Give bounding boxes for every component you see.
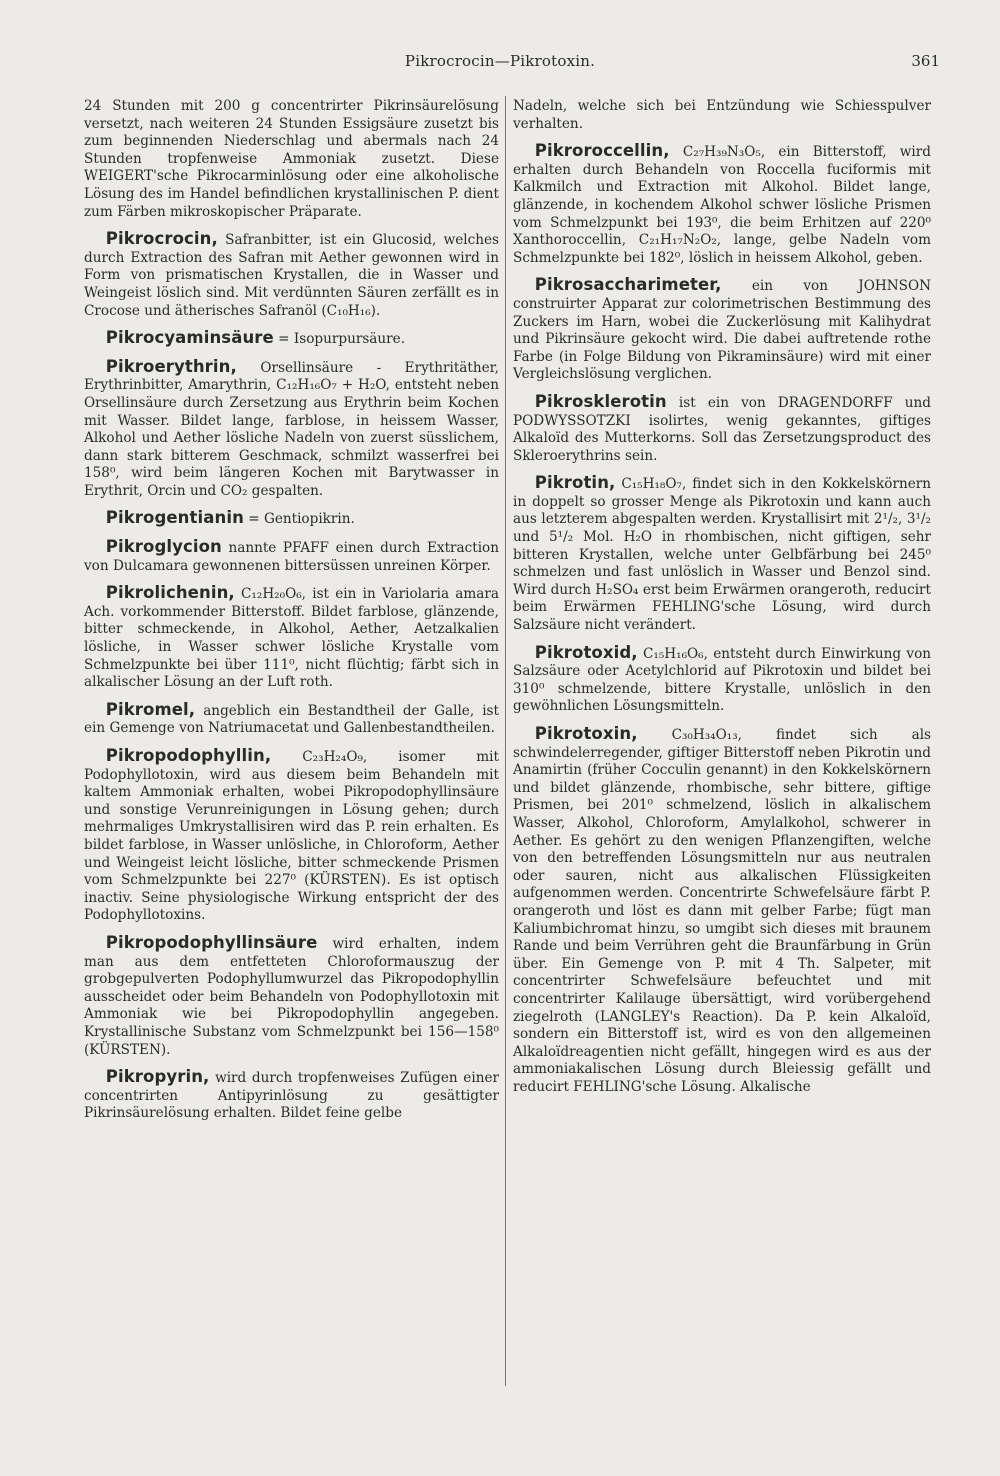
dictionary-entry xyxy=(84,584,499,692)
dictionary-entry xyxy=(84,230,499,320)
dictionary-entry xyxy=(84,747,499,925)
dictionary-entry xyxy=(513,98,931,133)
entry-text: 24 Stunden mit 200 g concentrirter Pikrinsäurelösung versetzt, nach weiteren 24 Stunden Essigsäure zusetzt bis zum beginnenden Niederschlag und abermals nach 24 Stunden tropfenweise Ammoniak zusetzt. Diese WEIGERT'sche Pikrocarminlösung oder eine alkoholische Lösung des im Handel befindlichen krystallinischen P. dient zum Färben mikroskopischer Präparate. xyxy=(84,98,499,220)
entry-headword: Pikrolichenin, xyxy=(105,583,235,603)
dictionary-entry xyxy=(84,358,499,501)
entry-text: findet sich als schwindelerregender, giftiger Bitterstoff neben Pikrotin und Anamirtin (früher Cocculin genannt) in den Kokkelskörnern und bildet glänzende, rhombische, sehr bittere, giftige Prismen, bei 201⁰ schmelzend, löslich in alkalischem Wasser, Alkohol, Chloroform, Amylalkohol, schwerer in Aether. Es gehört zu den wenigen Pflanzengiften, welche von den betreffenden Lösungsmitteln nur aus neutralen oder sauren, nicht aus alkalischen Flüssigkeiten aufgenommen werden. Concentrirte Schwefelsäure färbt P. orangeroth und löst es dann mit gelber Farbe; fügt man Kaliumbichromat hinzu, so umgibt sich dieses mit braunem Rande und beim Verrühren geht die Braunfärbung in Grün über. Ein Gemenge von P. mit 4 Th. Salpeter, mit concentrirter Schwefelsäure befeuchtet und mit concentrirter Kalilauge übersättigt, wird vorübergehend ziegelroth (LANGLEY's Reaction). Da P. kein Alkaloïd, sondern ein Bitterstoff ist, wird es von den allgemeinen Alkaloïdreagentien nicht gefällt, hingegen wird es aus der ammoniakalischen Lösung durch Bleiessig gefällt und reducirt FEHLING'sche Lösung. Alkalische xyxy=(513,727,932,1095)
dictionary-entry xyxy=(513,142,931,267)
entry-text: Safranbitter, ist ein Glucosid, welches durch Extraction des Safran mit Aether gewonnen wird in Form von prismatischen Krystallen, die in Wasser und Weingeist löslich sind. Mit verdünnten Säuren zerfällt es in Crocose und ätherisches Safranöl (C₁₀H₁₆). xyxy=(84,232,499,319)
entry-text: wird erhalten, indem man aus dem entfetteten Chloroformauszug der grobgepulverten Podophyllumwurzel das Pikropodophyllin ausscheidet oder beim Behandeln von Podophyllotoxin mit Ammoniak wie bei Pikropodophyllin angegeben. Krystallinische Substanz vom Schmelzpunkt bei 156—158⁰ (KÜRSTEN). xyxy=(84,935,499,1058)
dictionary-entry xyxy=(513,644,931,716)
entry-headword: Pikromel, xyxy=(105,699,196,719)
entry-headword: Pikropodophyllin, xyxy=(105,746,272,765)
entry-text: ist ein von DRAGENDORFF und PODWYSSOTZKI isolirtes, wenig gekanntes, giftiges Alkaloïd des Mutterkorns. Soll das Zersetzungsproduct des Skleroerythrins sein. xyxy=(513,394,931,464)
entry-headword: Pikropyrin, xyxy=(105,1067,210,1087)
right-column xyxy=(513,98,931,1105)
dictionary-entry xyxy=(84,1068,499,1123)
entry-text: isomer mit Podophyllotoxin, wird aus diesem beim Behandeln mit kaltem Ammoniak erhalten, wobei Pikropodophyllinsäure und sonstige Verunreinigungen in Lösung gehen; durch mehrmaliges Umkrystallisiren wird das P. rein erhalten. Es bildet farblose, in Wasser unlösliche, in Chloroform, Aether und Weingeist leicht lösliche, bitter schmeckende Prismen vom Schmelzpunkte bei 227⁰ (KÜRSTEN). Es ist optisch inactiv. Seine physiologische Wirkung entspricht der des Podophyllotoxins. xyxy=(84,749,499,924)
entry-formula: C₁₅H₁₈O₇, xyxy=(621,476,687,493)
entry-headword: Pikrotoxin, xyxy=(534,724,638,743)
dictionary-entry xyxy=(513,276,931,384)
entry-text: nannte PFAFF einen durch Extraction von Dulcamara gewonnenen bittersüssen unreinen Körper. xyxy=(84,540,499,574)
entry-formula: C₂₇H₃₉N₃O₅, xyxy=(682,144,766,161)
column-divider xyxy=(505,96,506,1386)
entry-text: = Gentiopikrin. xyxy=(248,511,355,528)
entry-headword: Pikroroccellin, xyxy=(534,141,670,161)
entry-text: wird durch tropfenweises Zufügen einer concentrirten Antipyrinlösung zu gesättigter Pikrinsäurelösung erhalten. Bildet feine gelbe xyxy=(84,1070,499,1122)
entry-text: findet sich in den Kokkelskörnern in doppelt so grosser Menge als Pikrotoxin und kann auch aus letzterem abgespalten werden. Krystallisirt mit 2¹/₂, 3¹/₂ und 5¹/₂ Mol. H₂O in rhombischen, nicht giftigen, sehr bitteren Krystallen, welche unter Gelbfärbung bei 245⁰ schmelzen und fast unlöslich in Wasser und Benzol sind. Wird durch H₂SO₄ erst beim Erwärmen orangeroth, reducirt beim Erwärmen FEHLING'sche Lösung, wird durch Salzsäure nicht verändert. xyxy=(513,476,931,634)
left-column xyxy=(84,98,499,1132)
entry-headword: Pikrosaccharimeter, xyxy=(534,275,722,295)
entry-text: Nadeln, welche sich bei Entzündung wie Schiesspulver verhalten. xyxy=(513,98,931,132)
entry-headword: Pikrocyaminsäure xyxy=(105,328,274,348)
dictionary-entry xyxy=(84,934,499,1059)
entry-text: Orsellinsäure - Erythritäther, Erythrinbitter, Amarythrin, C₁₂H₁₆O₇ + H₂O, entsteht neben Orsellinsäure durch Zersetzung aus Erythrin beim Kochen mit Wasser. Bildet lange, farblose, in heissem Wasser, Alkohol und Aether lösliche Nadeln von zuerst süsslichem, dann stark bitterem Geschmack, schmilzt wasserfrei bei 158⁰, wird beim längeren Kochen mit Barytwasser in Erythrit, Orcin und CO₂ gespalten. xyxy=(84,359,499,499)
running-title: Pikrocrocin—Pikrotoxin. xyxy=(404,52,596,70)
dictionary-entry xyxy=(84,509,499,529)
page-number: 361 xyxy=(911,52,940,70)
entry-headword: Pikropodophyllinsäure xyxy=(105,932,318,952)
entry-headword: Pikrotin, xyxy=(534,473,616,493)
dictionary-entry xyxy=(84,329,499,349)
dictionary-entry xyxy=(84,701,499,738)
dictionary-entry xyxy=(84,98,499,221)
entry-headword: Pikrosklerotin xyxy=(534,391,667,411)
dictionary-entry xyxy=(513,393,931,465)
entry-headword: Pikrocrocin, xyxy=(105,229,218,249)
page-header xyxy=(60,52,940,74)
entry-text: ein von JOHNSON construirter Apparat zur colorimetrischen Bestimmung des Zuckers im Harn, wobei die Zuckerlösung mit Kalihydrat und Pikrinsäure gekocht wird. Die dabei auftretende rothe Farbe (in Folge Bildung von Pikraminsäure) wird mit einer Vergleichslösung verglichen. xyxy=(513,278,931,383)
entry-headword: Pikrogentianin xyxy=(105,508,244,528)
entry-formula: C₁₅H₁₆O₆, xyxy=(642,645,708,662)
dictionary-entry xyxy=(513,474,931,634)
entry-headword: Pikroglycion xyxy=(105,537,222,557)
entry-formula: C₂₃H₂₄O₉, xyxy=(302,749,368,765)
entry-text: ein Bitterstoff, wird erhalten durch Behandeln von Roccella fuciformis mit Kalkmilch und Extraction mit Alkohol. Bildet lange, glänzende, in kochendem Alkohol schwer lösliche Prismen vom Schmelzpunkt bei 193⁰, die beim Erhitzen auf 220⁰ Xanthoroccellin, C₂₁H₁₇N₂O₂, lange, gelbe Nadeln vom Schmelzpunkte bei 182⁰, löslich in heissem Alkohol, geben. xyxy=(513,144,931,266)
dictionary-entry xyxy=(513,725,931,1096)
entry-formula: C₃₀H₃₄O₁₃, xyxy=(671,727,742,743)
entry-text: angeblich ein Bestandtheil der Galle, ist ein Gemenge von Natriumacetat und Gallenbestandtheilen. xyxy=(84,702,499,737)
entry-headword: Pikrotoxid, xyxy=(534,642,638,662)
dictionary-entry xyxy=(84,538,499,575)
entry-text: = Isopurpursäure. xyxy=(278,331,406,348)
entry-text: entsteht durch Einwirkung von Salzsäure oder Acetylchlorid auf Pikrotoxin und bildet bei 310⁰ schmelzende, bittere Krystalle, unlöslich in den gewöhnlichen Lösungsmitteln. xyxy=(513,645,932,715)
entry-headword: Pikroerythrin, xyxy=(105,356,237,376)
entry-formula: C₁₂H₂₀O₆, xyxy=(241,586,306,603)
entry-text: ist ein in Variolaria amara Ach. vorkommender Bitterstoff. Bildet farblose, glänzende, bitter schmeckende, in Alkohol, Aether, Aetzalkalien lösliche, in Wasser schwer lösliche Krystalle vom Schmelzpunkte bei über 111⁰, nicht flüchtig; färbt sich in alkalischer Lösung an der Luft roth. xyxy=(84,586,499,691)
